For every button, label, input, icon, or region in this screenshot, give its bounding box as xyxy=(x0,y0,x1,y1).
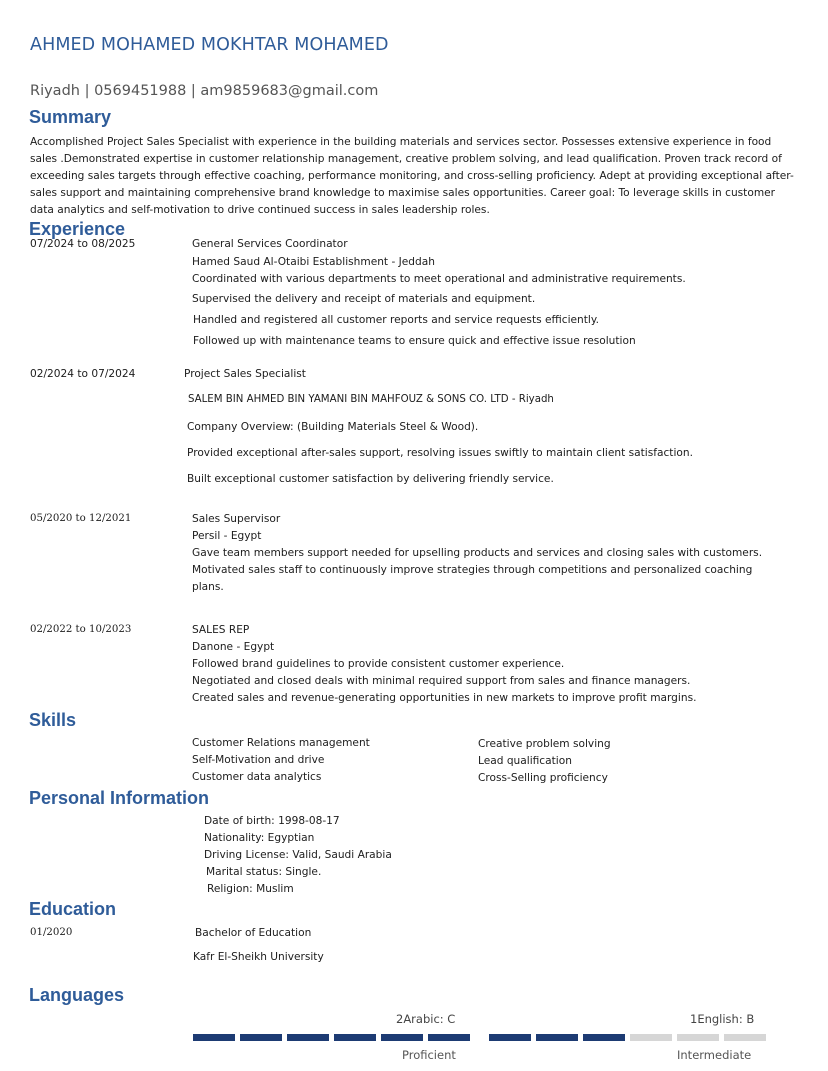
language-meter-segment xyxy=(583,1034,625,1041)
job-line: Coordinated with various departments to meet operational and administrative requirements. xyxy=(192,273,686,285)
language-meter-segment xyxy=(334,1034,376,1041)
education-degree: Bachelor of Education xyxy=(195,927,312,939)
language-meter-segment xyxy=(677,1034,719,1041)
personal-item: Marital status: Single. xyxy=(206,866,322,878)
personal-item: Nationality: Egyptian xyxy=(204,832,315,844)
personal-item: Date of birth: 1998-08-17 xyxy=(204,815,340,827)
education-school: Kafr El-Sheikh University xyxy=(193,951,324,963)
education-heading: Education xyxy=(29,899,117,919)
job-line: Handled and registered all customer reports and service requests efficiently. xyxy=(193,314,599,326)
language-meter-segment xyxy=(536,1034,578,1041)
education-date: 01/2020 xyxy=(30,927,73,938)
job-line: Built exceptional customer satisfaction by delivering friendly service. xyxy=(187,473,554,485)
skill-item: Self-Motivation and drive xyxy=(192,754,325,766)
job-line: plans. xyxy=(192,581,224,593)
job-dates: 05/2020 to 12/2021 xyxy=(30,513,132,524)
experience-heading: Experience xyxy=(29,219,126,239)
job-line: Followed up with maintenance teams to ensure quick and effective issue resolution xyxy=(193,335,636,347)
personal-item: Driving License: Valid, Saudi Arabia xyxy=(204,849,392,861)
job-title: Project Sales Specialist xyxy=(184,368,306,380)
language-label: 1English: B xyxy=(690,1012,755,1026)
language-meter-segment xyxy=(287,1034,329,1041)
language-meter-segment xyxy=(240,1034,282,1041)
job-company: Hamed Saud Al-Otaibi Establishment - Jeddah xyxy=(192,256,435,268)
skill-item: Cross-Selling proficiency xyxy=(478,772,608,784)
job-title: SALES REP xyxy=(192,624,250,636)
summary-text: Accomplished Project Sales Specialist with experience in the building materials and services sector. Possesses extensive experience in food sales .Demonstrated expertise in customer relationship management, creative problem solving, and lead qualification. Proven track record of exceeding sales targets through effective coaching, performance monitoring, and cross-selling proficiency. Adept at providing exceptional after-sales support and maintaining comprehensive brand knowledge to maximise sales opportunities. Career goal: To leverage skills in customer data analytics and self-motivation to drive continued success in sales leadership roles. xyxy=(30,136,794,216)
job-line: Motivated sales staff to continuously improve strategies through competitions and personalized coaching xyxy=(192,564,753,576)
job-title: General Services Coordinator xyxy=(192,238,348,250)
job-dates: 02/2024 to 07/2024 xyxy=(30,368,136,380)
personal-info-heading: Personal Information xyxy=(29,788,210,808)
language-meter-segment xyxy=(193,1034,235,1041)
skill-item: Customer data analytics xyxy=(192,771,322,783)
skill-item: Lead qualification xyxy=(478,755,572,767)
language-level: Intermediate xyxy=(677,1048,752,1062)
language-label: 2Arabic: C xyxy=(396,1012,456,1026)
personal-item: Religion: Muslim xyxy=(207,883,294,895)
job-line: Company Overview: (Building Materials Steel & Wood). xyxy=(187,421,479,433)
language-meter-segment xyxy=(381,1034,423,1041)
job-dates: 07/2024 to 08/2025 xyxy=(30,238,136,250)
job-line: Supervised the delivery and receipt of materials and equipment. xyxy=(192,293,536,305)
job-dates: 02/2022 to 10/2023 xyxy=(30,624,132,635)
job-company: SALEM BIN AHMED BIN YAMANI BIN MAHFOUZ & SONS CO. LTD - Riyadh xyxy=(188,394,554,405)
language-meter-segment xyxy=(428,1034,470,1041)
job-line: Gave team members support needed for upselling products and services and closing sales with customers. xyxy=(192,547,763,559)
contact-line: Riyadh | 0569451988 | am9859683@gmail.com xyxy=(30,83,379,99)
skills-heading: Skills xyxy=(29,710,77,730)
job-line: Provided exceptional after-sales support, resolving issues swiftly to maintain client satisfaction. xyxy=(187,447,693,459)
job-title: Sales Supervisor xyxy=(192,513,281,525)
summary-heading: Summary xyxy=(29,107,112,127)
job-company: Danone - Egypt xyxy=(192,641,275,653)
languages-heading: Languages xyxy=(29,985,125,1005)
job-company: Persil - Egypt xyxy=(192,530,262,542)
job-line: Followed brand guidelines to provide consistent customer experience. xyxy=(192,658,565,670)
skill-item: Creative problem solving xyxy=(478,738,611,750)
language-level: Proficient xyxy=(402,1048,456,1062)
job-line: Created sales and revenue-generating opportunities in new markets to improve profit margins. xyxy=(192,692,697,704)
language-meter-segment xyxy=(724,1034,766,1041)
language-meter-segment xyxy=(489,1034,531,1041)
job-line: Negotiated and closed deals with minimal required support from sales and finance managers. xyxy=(192,675,691,687)
skill-item: Customer Relations management xyxy=(192,737,370,749)
candidate-name: AHMED MOHAMED MOKHTAR MOHAMED xyxy=(30,35,389,55)
language-meter-segment xyxy=(630,1034,672,1041)
